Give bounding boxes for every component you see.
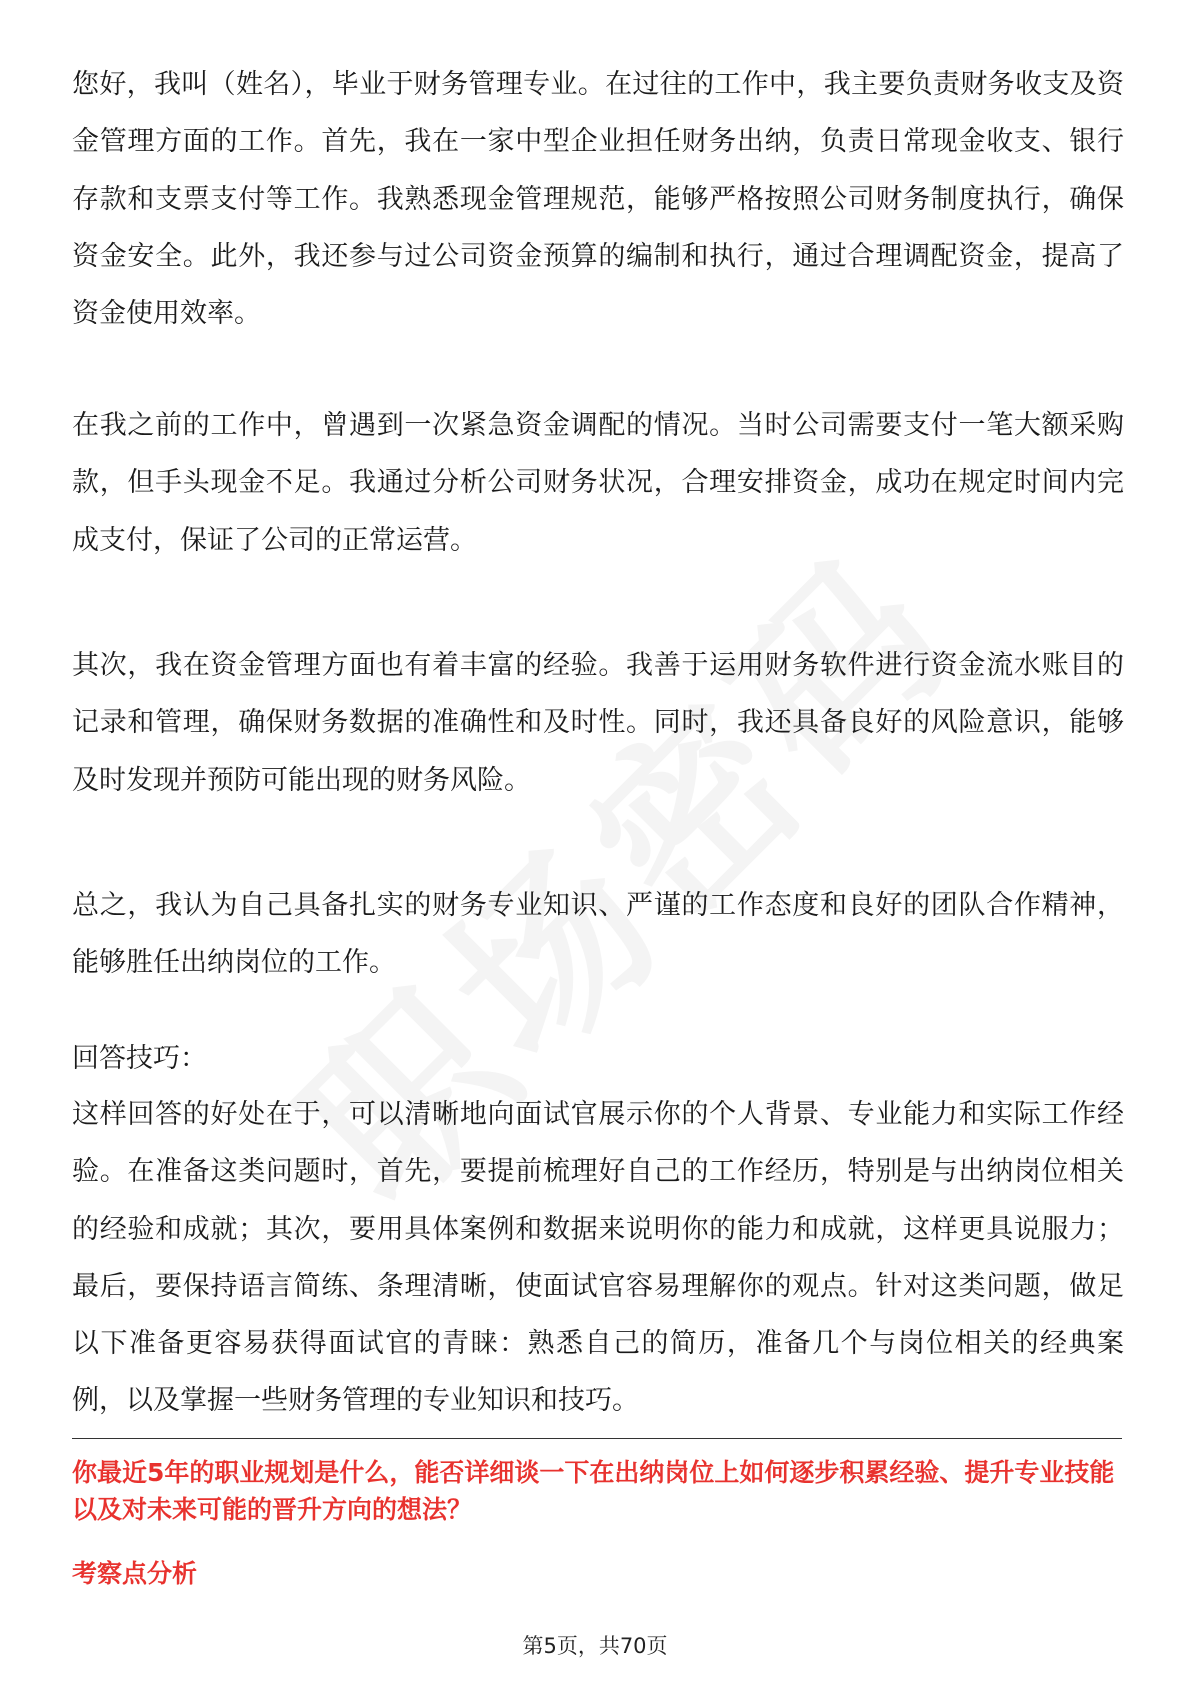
section-divider xyxy=(72,1438,1122,1439)
answer-paragraph-1: 您好，我叫（姓名），毕业于财务管理专业。在过往的工作中，我主要负责财务收支及资金管理方面的工作。首先，我在一家中型企业担任财务出纳，负责日常现金收支、银行存款和支票支付等工作。我熟悉现金管理规范，能够严格按照公司财务制度执行，确保资金安全。此外，我还参与过公司资金预算的编制和执行，通过合理调配资金，提高了资金使用效率。 xyxy=(72,69,1124,330)
page-footer: 第5页，共70页 xyxy=(522,1634,668,1658)
tips-body: 这样回答的好处在于，可以清晰地向面试官展示你的个人背景、专业能力和实际工作经验。在准备这类问题时，首先，要提前梳理好自己的工作经历，特别是与出纳岗位相关的经验和成就；其次，要用具体案例和数据来说明你的能力和成就，这样更具说服力；最后，要保持语言简练、条理清晰，使面试官容易理解你的观点。针对这类问题，做足以下准备更容易获得面试官的青睐：熟悉自己的简历，准备几个与岗位相关的经典案例，以及掌握一些财务管理的专业知识和技巧。 xyxy=(72,1099,1124,1417)
answer-paragraph-4: 总之，我认为自己具备扎实的财务专业知识、严谨的工作态度和良好的团队合作精神，能够胜任出纳岗位的工作。 xyxy=(72,890,1124,979)
interview-question: 你最近5年的职业规划是什么，能否详细谈一下在出纳岗位上如何逐步积累经验、提升专业技能以及对未来可能的晋升方向的想法？ xyxy=(72,1458,1115,1524)
answer-paragraph-3: 其次，我在资金管理方面也有着丰富的经验。我善于运用财务软件进行资金流水账目的记录和管理，确保财务数据的准确性和及时性。同时，我还具备良好的风险意识，能够及时发现并预防可能出现的财务风险。 xyxy=(72,650,1124,796)
tips-title: 回答技巧： xyxy=(72,1043,207,1074)
answer-paragraph-2: 在我之前的工作中，曾遇到一次紧急资金调配的情况。当时公司需要支付一笔大额采购款，但手头现金不足。我通过分析公司财务状况，合理安排资金，成功在规定时间内完成支付，保证了公司的正常运营。 xyxy=(72,410,1124,556)
section-heading: 考察点分析 xyxy=(72,1559,198,1588)
